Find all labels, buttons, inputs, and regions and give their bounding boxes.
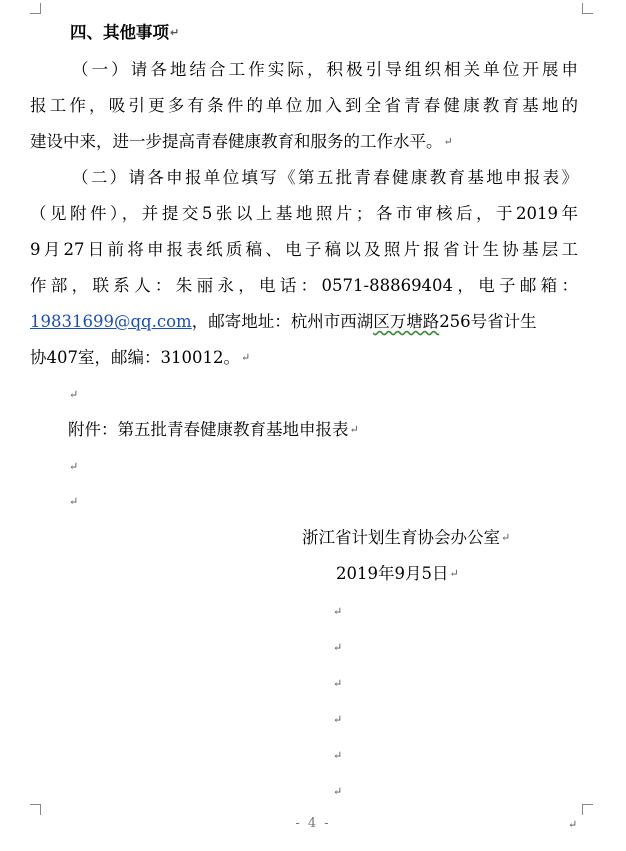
email-link[interactable]: 19831699@qq.com [30, 312, 192, 331]
attachment-text: 附件：第五批青春健康教育基地申报表 [68, 420, 349, 439]
para1-line3 [30, 131, 453, 153]
para2-line1: （二）请各申报单位填写《第五批青春健康教育基地申报表》 [72, 168, 578, 187]
empty-paragraph [332, 637, 342, 659]
para1-line1: （一）请各地结合工作实际，积极引导组织相关单位开展申 [72, 60, 578, 79]
para1-line2: 报工作，吸引更多有条件的单位加入到全省青春健康教育基地的 [30, 96, 578, 115]
empty-paragraph [332, 745, 342, 767]
paragraph-mark-icon: ↵ [333, 785, 343, 798]
paragraph-mark-icon: ↵ [443, 135, 453, 148]
paragraph-mark-icon: ↵ [449, 567, 459, 580]
empty-paragraph [68, 384, 78, 406]
section-heading [70, 22, 179, 44]
signature-organization [302, 527, 510, 549]
paragraph-mark-icon: ↵ [69, 388, 79, 401]
para2-line5-text-c: 256号省计生 [439, 312, 537, 331]
paragraph-mark-icon: ↵ [333, 677, 343, 690]
signature-date [336, 563, 459, 585]
paragraph-mark-icon: ↵ [333, 641, 343, 654]
attachment-line [68, 419, 359, 441]
paragraph-mark-icon: ↵ [333, 749, 343, 762]
para2-line5 [30, 311, 578, 333]
paragraph-mark-icon: ↵ [501, 531, 511, 544]
para2-line6-text: 协407室，邮编：310012。 [30, 348, 240, 367]
page-corner-mark-bottom-left [30, 804, 41, 815]
signature-organization-text: 浙江省计划生育协会办公室 [302, 528, 500, 547]
empty-paragraph [68, 456, 78, 478]
page-corner-mark-top-left [30, 3, 41, 14]
signature-date-text: 2019年9月5日 [336, 564, 449, 583]
paragraph-mark-icon: ↵ [69, 460, 79, 473]
para2-line5-text-a: ，邮寄地址：杭州市西湖 [191, 312, 374, 331]
para2-line5-text-b: 区万塘路 [373, 312, 440, 331]
paragraph-mark-icon: ↵ [349, 423, 359, 436]
para2-line6 [30, 347, 250, 369]
paragraph-mark-icon: ↵ [333, 713, 343, 726]
page-number: - 4 - [295, 816, 331, 831]
section-heading-text: 四、其他事项 [70, 23, 169, 42]
paragraph-mark-icon: ↵ [69, 495, 79, 508]
paragraph-mark-icon: ↵ [568, 818, 578, 831]
empty-paragraph [332, 709, 342, 731]
empty-paragraph [68, 491, 78, 513]
para1-line3-text: 建设中来，进一步提高青春健康教育和服务的工作水平。 [30, 132, 443, 151]
para2-line4: 作部，联系人：朱丽永，电话：0571-88869404，电子邮箱： [30, 276, 578, 295]
page-corner-mark-top-right [582, 3, 593, 14]
empty-paragraph [332, 781, 342, 803]
para2-line2: （见附件），并提交5张以上基地照片；各市审核后，于2019年 [30, 204, 578, 223]
paragraph-mark-icon: ↵ [170, 26, 180, 39]
empty-paragraph [332, 673, 342, 695]
paragraph-mark-icon: ↵ [333, 605, 343, 618]
para2-line3: 9月27日前将申报表纸质稿、电子稿以及照片报省计生协基层工 [30, 240, 578, 259]
page-corner-mark-bottom-right [582, 804, 593, 815]
paragraph-mark-icon: ↵ [240, 351, 251, 364]
empty-paragraph [332, 601, 342, 623]
